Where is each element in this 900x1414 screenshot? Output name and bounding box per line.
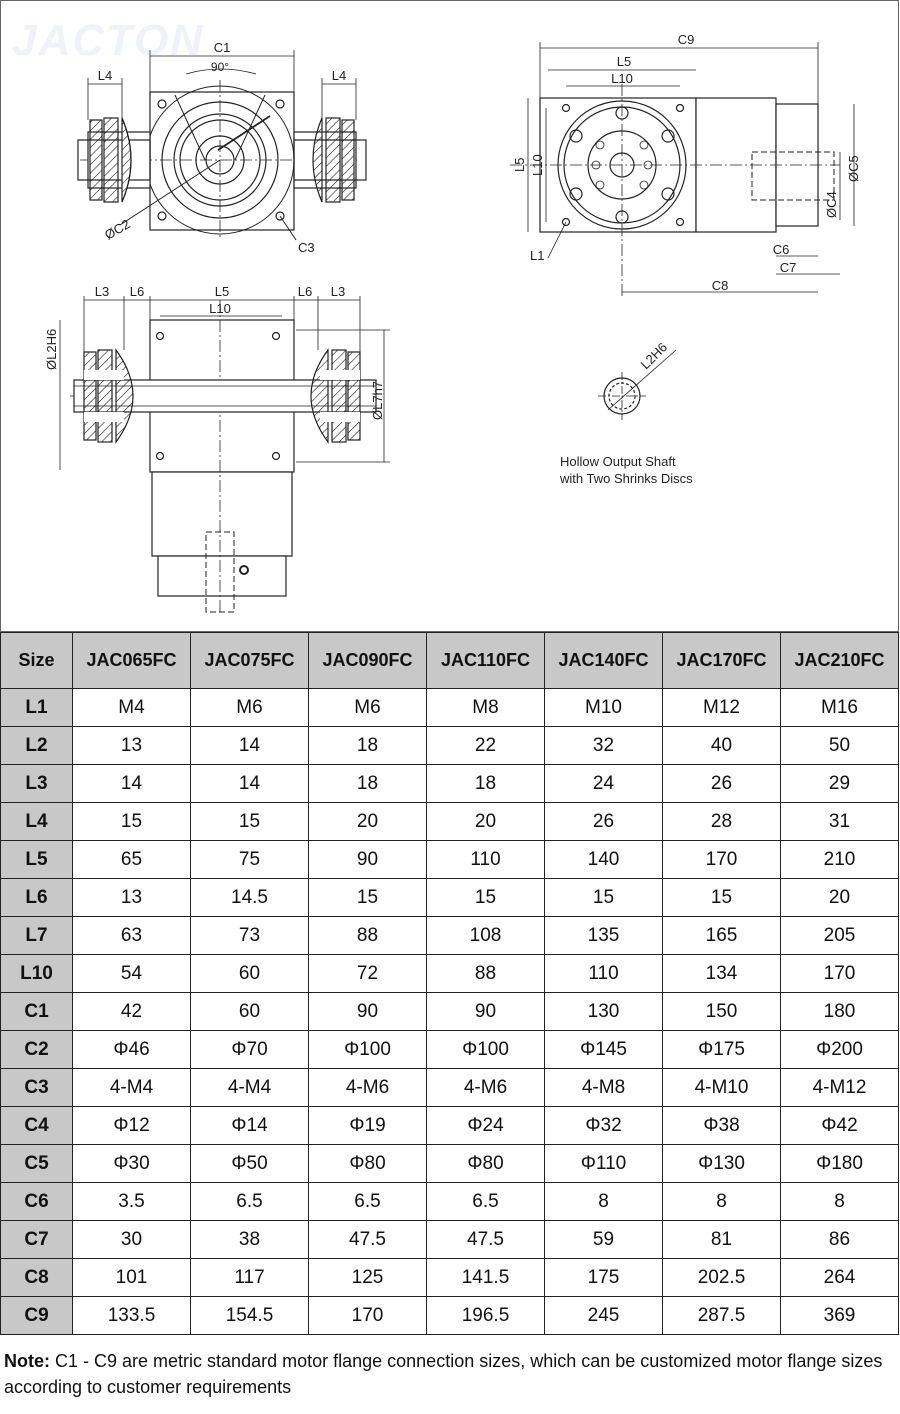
table-cell: 245 <box>545 1297 663 1335</box>
header-model: JAC210FC <box>781 633 899 689</box>
table-cell: 90 <box>427 993 545 1031</box>
dim-c3: C3 <box>298 240 315 255</box>
row-label: L7 <box>1 917 73 955</box>
table-cell: 141.5 <box>427 1259 545 1297</box>
dim-l5-section: L5 <box>214 284 230 299</box>
table-cell: Φ19 <box>309 1107 427 1145</box>
table-cell: Φ180 <box>781 1145 899 1183</box>
table-cell: 47.5 <box>427 1221 545 1259</box>
table-cell: M8 <box>427 689 545 727</box>
table-cell: 4-M6 <box>309 1069 427 1107</box>
table-cell: 6.5 <box>309 1183 427 1221</box>
table-row <box>1 841 899 879</box>
dim-c7: C7 <box>779 260 797 275</box>
table-row <box>1 727 899 765</box>
table-cell: 140 <box>545 841 663 879</box>
table-cell: Φ80 <box>427 1145 545 1183</box>
table-cell: 32 <box>545 727 663 765</box>
table-cell: 86 <box>781 1221 899 1259</box>
table-cell: 8 <box>663 1183 781 1221</box>
table-cell: 31 <box>781 803 899 841</box>
row-label: C2 <box>1 1031 73 1069</box>
table-cell: 18 <box>427 765 545 803</box>
dim-l4-right: L4 <box>331 68 347 83</box>
table-cell: Φ14 <box>191 1107 309 1145</box>
table-row <box>1 1221 899 1259</box>
dim-l5-top: L5 <box>616 54 632 69</box>
table-cell: 135 <box>545 917 663 955</box>
table-cell: Φ200 <box>781 1031 899 1069</box>
dim-l7h7: ØL7h7 <box>370 380 385 420</box>
table-cell: 6.5 <box>191 1183 309 1221</box>
table-cell: 175 <box>545 1259 663 1297</box>
table-cell: 90 <box>309 841 427 879</box>
dim-l5-side: L5 <box>512 157 527 172</box>
table-row <box>1 765 899 803</box>
table-cell: 72 <box>309 955 427 993</box>
table-cell: 196.5 <box>427 1297 545 1335</box>
note-text: C1 - C9 are metric standard motor flange connection sizes, which can be customized motor flange sizes according to customer requirements <box>4 1351 883 1397</box>
dim-c9: C9 <box>677 32 695 47</box>
table-row <box>1 1145 899 1183</box>
row-label: C8 <box>1 1259 73 1297</box>
table-cell: 165 <box>663 917 781 955</box>
table-cell: 369 <box>781 1297 899 1335</box>
table-cell: 15 <box>191 803 309 841</box>
table-cell: 18 <box>309 727 427 765</box>
table-cell: 30 <box>73 1221 191 1259</box>
dim-l1: L1 <box>530 248 545 263</box>
header-model: JAC090FC <box>309 633 427 689</box>
table-cell: 3.5 <box>73 1183 191 1221</box>
table-cell: M12 <box>663 689 781 727</box>
table-cell: 26 <box>663 765 781 803</box>
table-cell: 47.5 <box>309 1221 427 1259</box>
table-cell: Φ24 <box>427 1107 545 1145</box>
dim-c5: ØC5 <box>846 155 861 182</box>
table-cell: Φ145 <box>545 1031 663 1069</box>
table-row <box>1 1107 899 1145</box>
table-cell: 24 <box>545 765 663 803</box>
row-label: L2 <box>1 727 73 765</box>
table-cell: 26 <box>545 803 663 841</box>
dim-l3-right: L3 <box>330 284 346 299</box>
table-cell: 133.5 <box>73 1297 191 1335</box>
table-cell: 60 <box>191 993 309 1031</box>
table-cell: 42 <box>73 993 191 1031</box>
table-cell: 150 <box>663 993 781 1031</box>
table-cell: Φ32 <box>545 1107 663 1145</box>
table-cell: 14 <box>73 765 191 803</box>
table-row <box>1 955 899 993</box>
table-row <box>1 1031 899 1069</box>
table-cell: Φ80 <box>309 1145 427 1183</box>
table-cell: 59 <box>545 1221 663 1259</box>
note-label: Note: <box>4 1351 50 1371</box>
dim-l4-left: L4 <box>97 68 113 83</box>
table-row <box>1 917 899 955</box>
table-cell: 4-M10 <box>663 1069 781 1107</box>
table-cell: 40 <box>663 727 781 765</box>
table-cell: 125 <box>309 1259 427 1297</box>
table-cell: Φ130 <box>663 1145 781 1183</box>
row-label: L6 <box>1 879 73 917</box>
table-cell: 4-M6 <box>427 1069 545 1107</box>
table-cell: 29 <box>781 765 899 803</box>
dim-c2: ØC2 <box>102 216 133 243</box>
table-cell: 81 <box>663 1221 781 1259</box>
row-label: L5 <box>1 841 73 879</box>
table-cell: 170 <box>781 955 899 993</box>
row-label: C1 <box>1 993 73 1031</box>
row-label: C7 <box>1 1221 73 1259</box>
table-cell: Φ38 <box>663 1107 781 1145</box>
table-cell: 210 <box>781 841 899 879</box>
dim-l10-section: L10 <box>209 301 231 316</box>
row-label: L3 <box>1 765 73 803</box>
table-cell: 170 <box>309 1297 427 1335</box>
table-row <box>1 879 899 917</box>
table-cell: M6 <box>191 689 309 727</box>
table-row <box>1 1069 899 1107</box>
table-cell: 130 <box>545 993 663 1031</box>
table-cell: 54 <box>73 955 191 993</box>
table-row <box>1 1297 899 1335</box>
table-header-row <box>1 633 899 689</box>
table-cell: 63 <box>73 917 191 955</box>
header-size: Size <box>1 633 73 689</box>
table-cell: 50 <box>781 727 899 765</box>
dim-l10-side: L10 <box>530 154 545 176</box>
table-cell: 202.5 <box>663 1259 781 1297</box>
table-cell: Φ42 <box>781 1107 899 1145</box>
row-label: C9 <box>1 1297 73 1335</box>
table-cell: Φ12 <box>73 1107 191 1145</box>
table-cell: 8 <box>781 1183 899 1221</box>
table-cell: 75 <box>191 841 309 879</box>
table-cell: 6.5 <box>427 1183 545 1221</box>
table-cell: 15 <box>663 879 781 917</box>
table-cell: M4 <box>73 689 191 727</box>
dim-l2h6: ØL2H6 <box>44 328 59 370</box>
row-label: C5 <box>1 1145 73 1183</box>
table-cell: 110 <box>427 841 545 879</box>
table-cell: 20 <box>309 803 427 841</box>
table-cell: 20 <box>427 803 545 841</box>
dim-shaft-l2h6: L2H6 <box>637 339 671 373</box>
header-model: JAC170FC <box>663 633 781 689</box>
table-cell: 15 <box>427 879 545 917</box>
table-cell: 4-M4 <box>191 1069 309 1107</box>
table-cell: 28 <box>663 803 781 841</box>
table-cell: Φ100 <box>427 1031 545 1069</box>
table-cell: Φ100 <box>309 1031 427 1069</box>
table-cell: 170 <box>663 841 781 879</box>
header-model: JAC110FC <box>427 633 545 689</box>
table-cell: 13 <box>73 727 191 765</box>
table-cell: M10 <box>545 689 663 727</box>
technical-drawing <box>0 0 900 632</box>
table-cell: 73 <box>191 917 309 955</box>
table-cell: 154.5 <box>191 1297 309 1335</box>
table-row <box>1 993 899 1031</box>
table-cell: M16 <box>781 689 899 727</box>
table-row <box>1 1183 899 1221</box>
table-cell: 15 <box>73 803 191 841</box>
table-cell: 14 <box>191 727 309 765</box>
table-cell: 38 <box>191 1221 309 1259</box>
table-row <box>1 689 899 727</box>
table-row <box>1 803 899 841</box>
table-cell: 14 <box>191 765 309 803</box>
dim-l3-left: L3 <box>94 284 110 299</box>
table-row <box>1 1259 899 1297</box>
dim-l10-top: L10 <box>611 71 633 86</box>
header-model: JAC140FC <box>545 633 663 689</box>
table-cell: 117 <box>191 1259 309 1297</box>
row-label: L1 <box>1 689 73 727</box>
table-cell: 264 <box>781 1259 899 1297</box>
table-cell: 4-M4 <box>73 1069 191 1107</box>
dim-c4: ØC4 <box>824 191 839 218</box>
row-label: L4 <box>1 803 73 841</box>
caption-line2: with Two Shrinks Discs <box>560 471 693 486</box>
table-cell: 60 <box>191 955 309 993</box>
dim-c8: C8 <box>711 278 729 293</box>
row-label: C4 <box>1 1107 73 1145</box>
caption-line1: Hollow Output Shaft <box>560 454 676 469</box>
table-cell: 180 <box>781 993 899 1031</box>
table-cell: 4-M8 <box>545 1069 663 1107</box>
dim-c6: C6 <box>772 242 790 257</box>
row-label: C3 <box>1 1069 73 1107</box>
table-cell: 22 <box>427 727 545 765</box>
table-cell: 287.5 <box>663 1297 781 1335</box>
header-model: JAC065FC <box>73 633 191 689</box>
table-cell: Φ70 <box>191 1031 309 1069</box>
note <box>4 1348 894 1400</box>
header-model: JAC075FC <box>191 633 309 689</box>
table-cell: 88 <box>427 955 545 993</box>
table-cell: 4-M12 <box>781 1069 899 1107</box>
table-cell: 65 <box>73 841 191 879</box>
spec-table <box>0 632 899 1335</box>
row-label: C6 <box>1 1183 73 1221</box>
dim-l6-right: L6 <box>297 284 313 299</box>
table-cell: M6 <box>309 689 427 727</box>
table-cell: 15 <box>309 879 427 917</box>
table-cell: Φ46 <box>73 1031 191 1069</box>
dim-c1: C1 <box>213 40 231 55</box>
table-cell: 90 <box>309 993 427 1031</box>
table-cell: 110 <box>545 955 663 993</box>
dim-l6-left: L6 <box>129 284 145 299</box>
table-cell: 108 <box>427 917 545 955</box>
table-cell: 15 <box>545 879 663 917</box>
table-cell: 14.5 <box>191 879 309 917</box>
table-cell: Φ110 <box>545 1145 663 1183</box>
table-cell: Φ50 <box>191 1145 309 1183</box>
table-cell: 8 <box>545 1183 663 1221</box>
table-cell: 101 <box>73 1259 191 1297</box>
table-cell: Φ175 <box>663 1031 781 1069</box>
table-cell: 205 <box>781 917 899 955</box>
table-cell: 18 <box>309 765 427 803</box>
table-cell: 20 <box>781 879 899 917</box>
table-cell: Φ30 <box>73 1145 191 1183</box>
row-label: L10 <box>1 955 73 993</box>
dim-90deg: 90° <box>210 60 230 74</box>
table-cell: 13 <box>73 879 191 917</box>
table-cell: 88 <box>309 917 427 955</box>
table-cell: 134 <box>663 955 781 993</box>
